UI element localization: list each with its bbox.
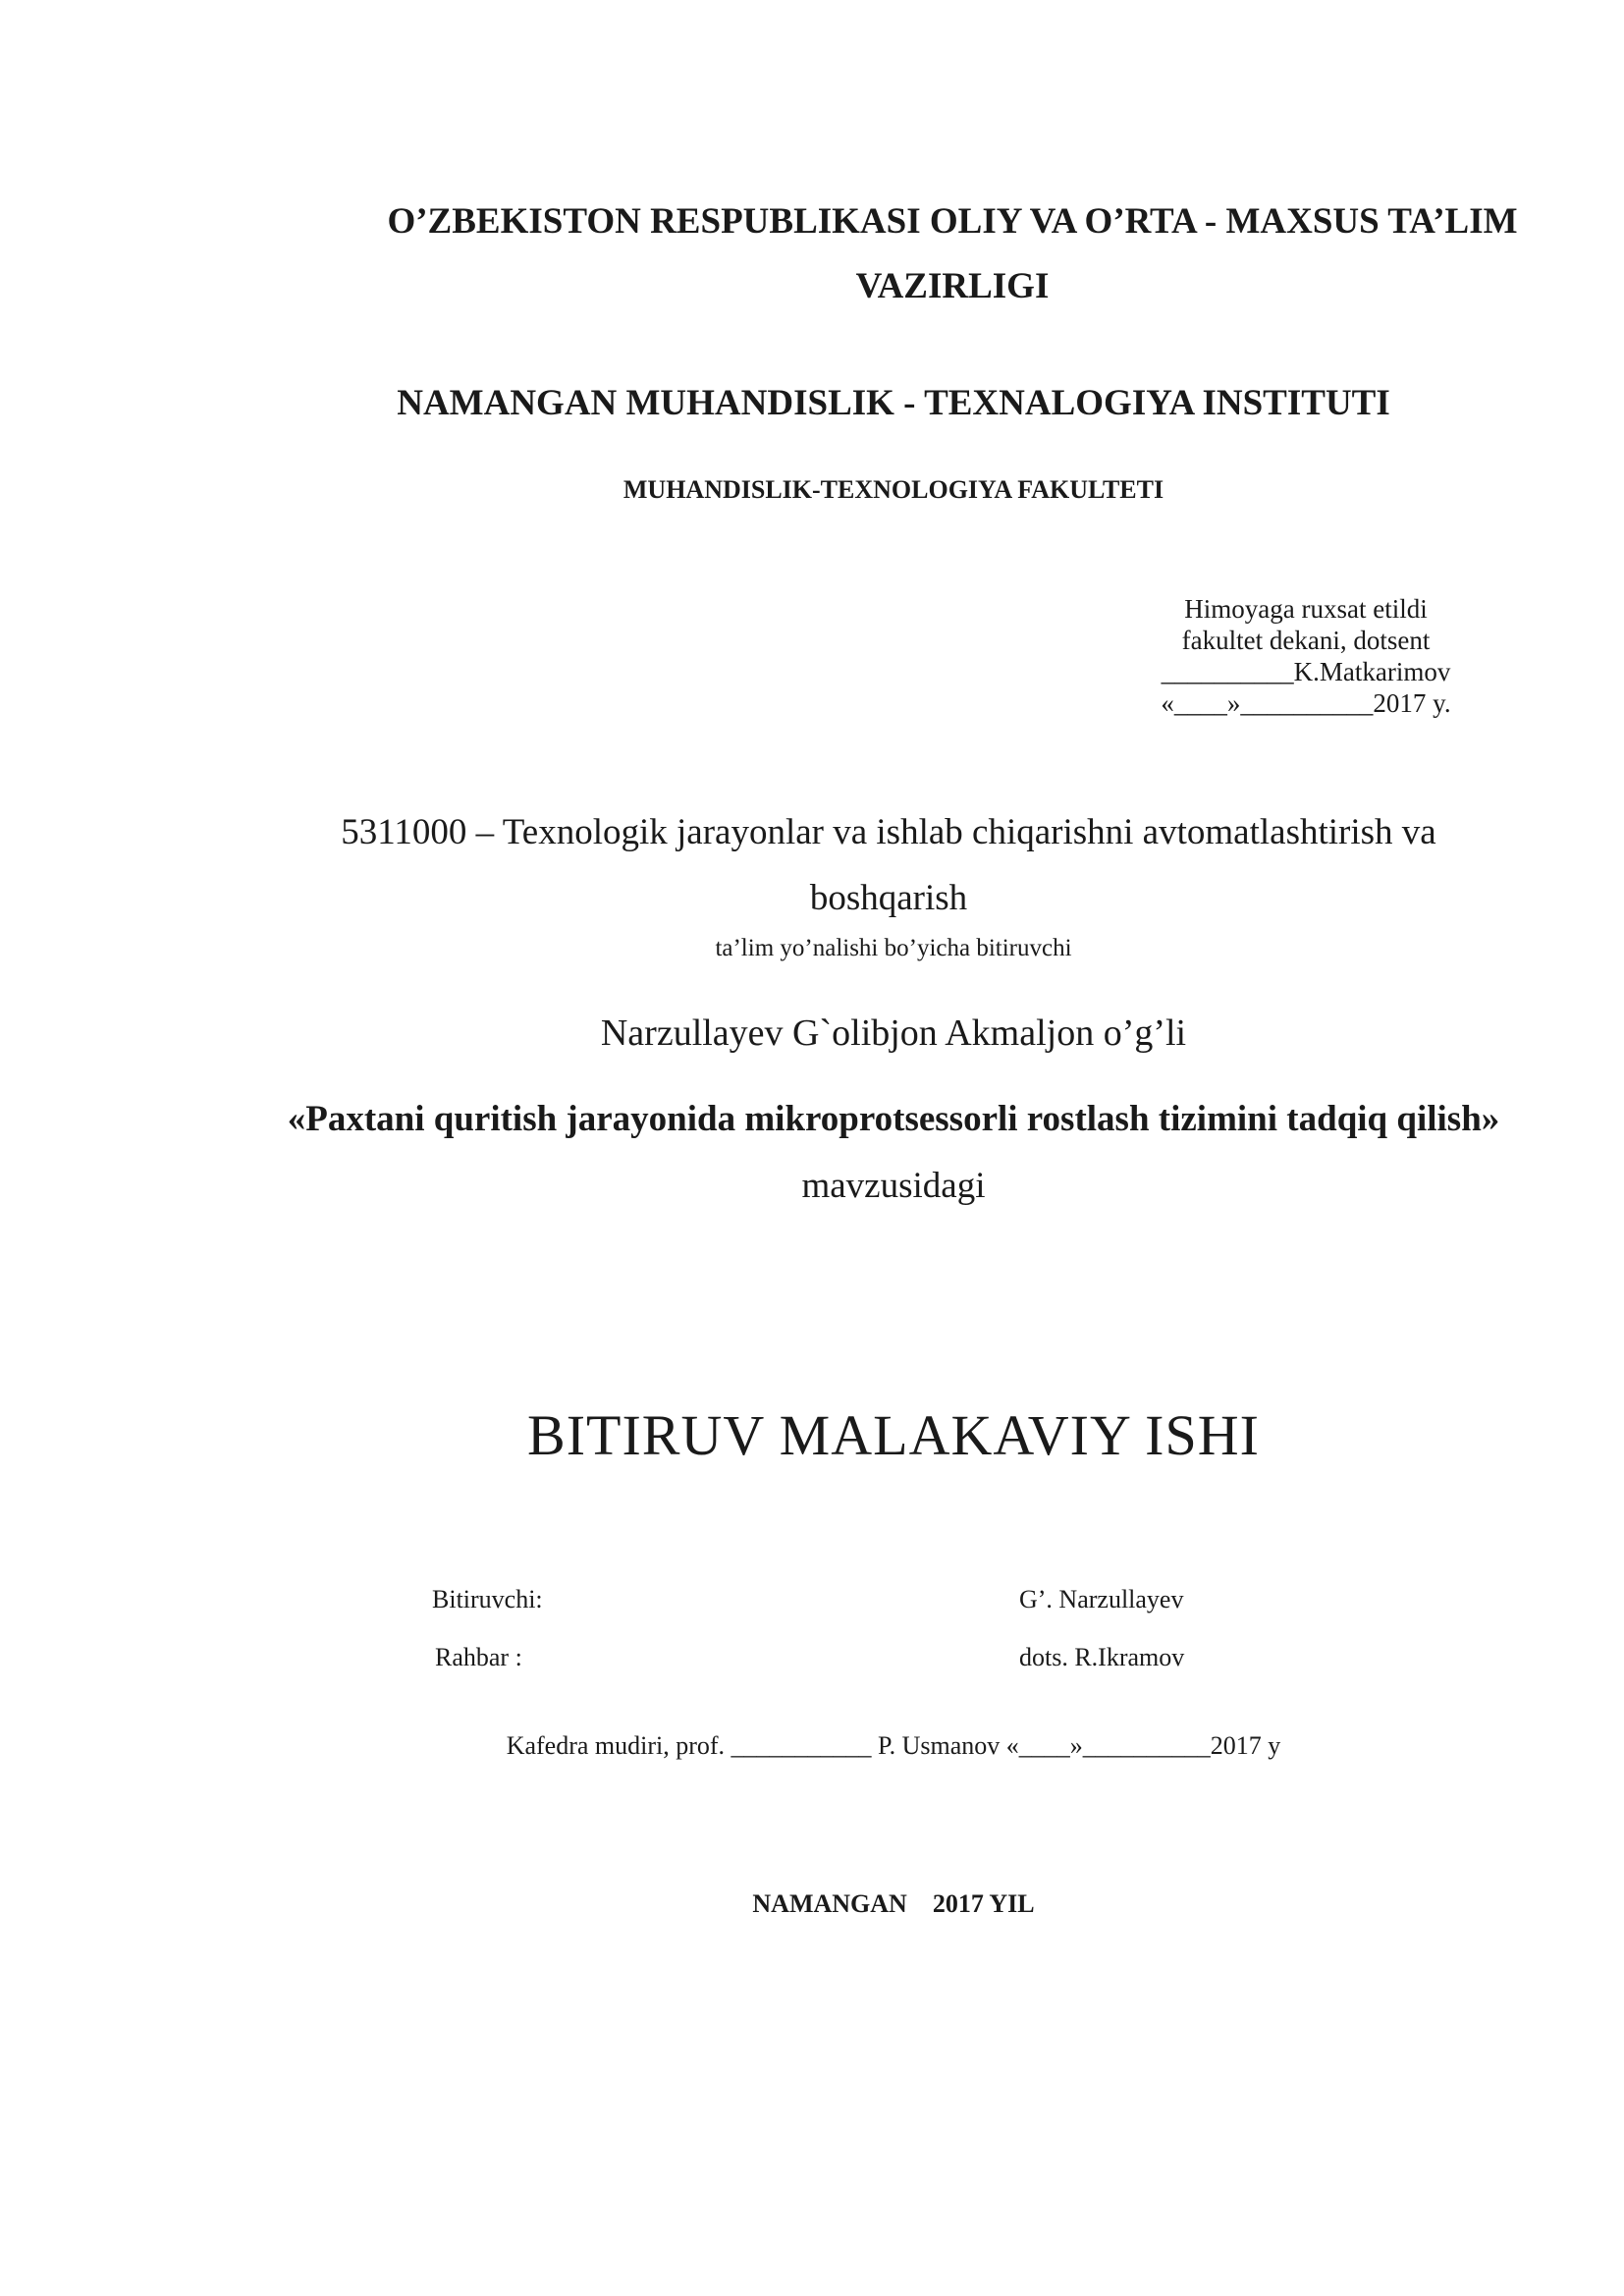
head-of-department-line: Kafedra mudiri, prof. ___________ P. Usmanov «____»__________2017 y [506,1731,1281,1760]
work-type-title: BITIRUV MALAKAVIY ISHI [527,1403,1260,1467]
ministry-title: O’ZBEKISTON RESPUBLIKASI OLIY VA O’RTA - MAXSUS TA’LIM VAZIRLIGI [387,201,1518,306]
direction-label: ta’lim yo’nalishi bo’yicha bitiruvchi [715,935,1072,961]
approval-line-3: __________K.Matkarimov [1161,657,1451,686]
specialty-code-title: 5311000 – Texnologik jarayonlar va ishlab chiqarishni avtomatlashtirish va boshqarish [341,812,1436,918]
institute-title: NAMANGAN MUHANDISLIK - TEXNALOGIYA INSTITUTI [397,383,1390,423]
footer-year: 2017 YIL [932,1889,1035,1918]
footer-city: NAMANGAN [752,1889,907,1918]
advisor-label: Rahbar : [435,1643,522,1671]
thesis-topic: «Paxtani quritish jarayonida mikroprotsessorli rostlash tizimini tadqiq qilish» [287,1099,1500,1139]
graduate-name: G’. Narzullayev [1019,1585,1184,1613]
advisor-name: dots. R.Ikramov [1019,1643,1185,1671]
topic-suffix: mavzusidagi [801,1166,986,1206]
approval-line-1: Himoyaga ruxsat etildi [1184,594,1428,624]
approval-line-4: «____»__________2017 y. [1161,688,1451,718]
approval-block [1119,593,1492,719]
faculty-title: MUHANDISLIK-TEXNOLOGIYA FAKULTETI [623,475,1164,504]
approval-line-2: fakultet dekani, dotsent [1181,626,1431,655]
student-name: Narzullayev G`olibjon Akmaljon o’g’li [600,1012,1187,1054]
footer-city-year [98,1889,1624,1919]
graduate-label: Bitiruvchi: [432,1585,543,1613]
